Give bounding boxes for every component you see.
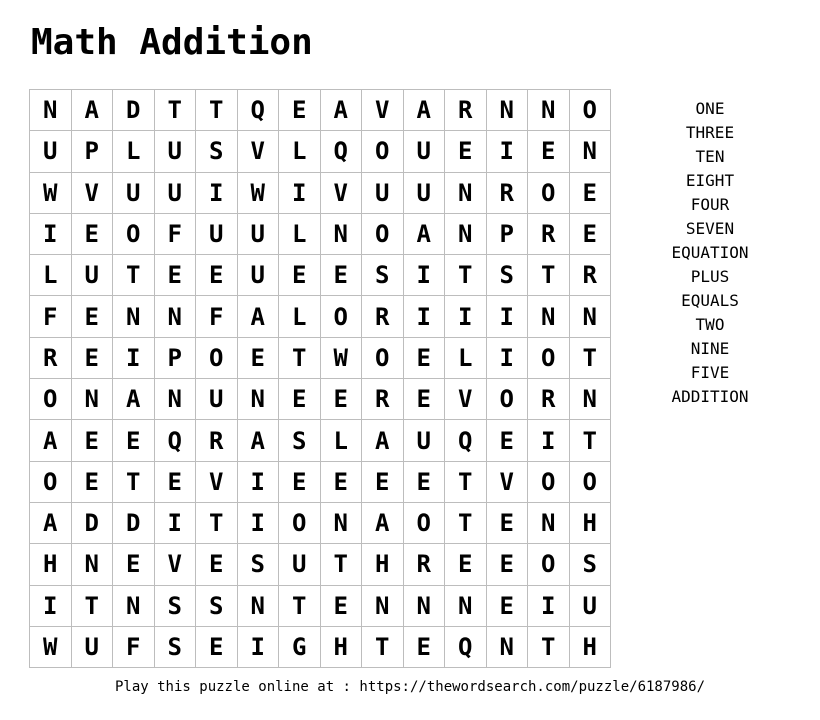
grid-cell[interactable]: E	[570, 214, 612, 255]
grid-cell[interactable]: I	[445, 296, 487, 337]
grid-cell[interactable]: R	[196, 420, 238, 461]
grid-cell[interactable]: E	[72, 338, 114, 379]
grid-cell[interactable]: T	[445, 462, 487, 503]
grid-cell[interactable]: E	[113, 420, 155, 461]
grid-cell[interactable]: U	[404, 420, 446, 461]
word-list-item: SEVEN	[685, 219, 735, 238]
grid-cell[interactable]: I	[487, 296, 529, 337]
grid-cell[interactable]: W	[30, 627, 72, 668]
grid-cell[interactable]: O	[528, 173, 570, 214]
grid-cell[interactable]: N	[321, 214, 363, 255]
grid-cell[interactable]: N	[487, 627, 529, 668]
grid-cell[interactable]: N	[570, 296, 612, 337]
word-list-item: TEN	[695, 147, 725, 166]
grid-cell[interactable]: E	[528, 131, 570, 172]
grid-cell[interactable]: E	[321, 255, 363, 296]
grid-cell[interactable]: E	[155, 255, 197, 296]
grid-cell[interactable]: N	[570, 379, 612, 420]
grid-cell[interactable]: T	[196, 503, 238, 544]
grid-cell[interactable]: R	[570, 255, 612, 296]
grid-cell[interactable]: E	[196, 544, 238, 585]
grid-cell[interactable]: T	[196, 90, 238, 131]
grid-cell[interactable]: I	[238, 627, 280, 668]
grid-cell[interactable]: S	[238, 544, 280, 585]
grid-cell[interactable]: L	[445, 338, 487, 379]
grid-cell[interactable]: A	[404, 214, 446, 255]
grid-cell[interactable]: Q	[155, 420, 197, 461]
word-list-item: FOUR	[690, 195, 730, 214]
word-list-item: FIVE	[690, 363, 730, 382]
grid-cell[interactable]: I	[279, 173, 321, 214]
word-list-item: TWO	[695, 315, 725, 334]
grid-cell[interactable]: U	[72, 255, 114, 296]
word-list-item: NINE	[690, 339, 730, 358]
grid-cell[interactable]: O	[362, 131, 404, 172]
grid-cell[interactable]: Q	[238, 90, 280, 131]
grid-cell[interactable]: U	[279, 544, 321, 585]
word-list	[650, 97, 770, 409]
grid-cell[interactable]: E	[487, 503, 529, 544]
grid-cell[interactable]: T	[155, 90, 197, 131]
grid-cell[interactable]: T	[570, 338, 612, 379]
grid-cell[interactable]: U	[238, 255, 280, 296]
grid-cell[interactable]: N	[72, 544, 114, 585]
grid-cell[interactable]: I	[196, 173, 238, 214]
grid-cell[interactable]: U	[113, 173, 155, 214]
grid-cell[interactable]: O	[196, 338, 238, 379]
grid-cell[interactable]: E	[362, 462, 404, 503]
grid-cell[interactable]: N	[155, 296, 197, 337]
grid-cell[interactable]: T	[321, 544, 363, 585]
grid-cell[interactable]: F	[155, 214, 197, 255]
grid-cell[interactable]: N	[155, 379, 197, 420]
grid-cell[interactable]: N	[528, 503, 570, 544]
grid-cell[interactable]: R	[362, 296, 404, 337]
grid-cell[interactable]: H	[362, 544, 404, 585]
grid-cell[interactable]: N	[113, 586, 155, 627]
grid-cell[interactable]: U	[155, 173, 197, 214]
grid-cell[interactable]: I	[155, 503, 197, 544]
grid-cell[interactable]: I	[238, 503, 280, 544]
letter-grid	[29, 89, 611, 668]
grid-cell[interactable]: E	[279, 462, 321, 503]
grid-cell[interactable]: V	[445, 379, 487, 420]
grid-cell[interactable]: N	[113, 296, 155, 337]
grid-cell[interactable]: A	[404, 90, 446, 131]
grid-cell[interactable]: T	[362, 627, 404, 668]
grid-cell[interactable]: N	[445, 214, 487, 255]
grid-cell[interactable]: P	[155, 338, 197, 379]
grid-cell[interactable]: R	[362, 379, 404, 420]
grid-cell[interactable]: E	[321, 462, 363, 503]
grid-cell[interactable]: S	[155, 586, 197, 627]
grid-cell[interactable]: L	[321, 420, 363, 461]
grid-cell[interactable]: N	[528, 90, 570, 131]
grid-cell[interactable]: O	[570, 90, 612, 131]
grid-cell[interactable]: I	[404, 255, 446, 296]
grid-cell[interactable]: E	[321, 379, 363, 420]
grid-cell[interactable]: O	[321, 296, 363, 337]
grid-cell[interactable]: S	[570, 544, 612, 585]
word-list-item: THREE	[685, 123, 735, 142]
grid-cell[interactable]: U	[30, 131, 72, 172]
grid-cell[interactable]: E	[72, 462, 114, 503]
grid-cell[interactable]: O	[528, 462, 570, 503]
grid-cell[interactable]: E	[321, 586, 363, 627]
grid-cell[interactable]: F	[113, 627, 155, 668]
grid-cell[interactable]: V	[155, 544, 197, 585]
grid-cell[interactable]: E	[72, 214, 114, 255]
grid-cell[interactable]: I	[528, 586, 570, 627]
grid-cell[interactable]: G	[279, 627, 321, 668]
grid-cell[interactable]: N	[321, 503, 363, 544]
grid-cell[interactable]: I	[30, 214, 72, 255]
grid-cell[interactable]: O	[528, 338, 570, 379]
grid-cell[interactable]: N	[570, 131, 612, 172]
grid-cell[interactable]: E	[404, 379, 446, 420]
grid-cell[interactable]: T	[570, 420, 612, 461]
grid-cell[interactable]: A	[30, 503, 72, 544]
grid-cell[interactable]: E	[113, 544, 155, 585]
grid-cell[interactable]: V	[362, 90, 404, 131]
grid-cell[interactable]: T	[279, 338, 321, 379]
grid-cell[interactable]: U	[404, 173, 446, 214]
grid-cell[interactable]: A	[321, 90, 363, 131]
grid-cell[interactable]: E	[196, 255, 238, 296]
grid-cell[interactable]: E	[445, 131, 487, 172]
grid-cell[interactable]: A	[362, 503, 404, 544]
grid-cell[interactable]: O	[30, 462, 72, 503]
grid-cell[interactable]: O	[528, 544, 570, 585]
grid-cell[interactable]: O	[487, 379, 529, 420]
grid-cell[interactable]: D	[113, 90, 155, 131]
grid-cell[interactable]: O	[113, 214, 155, 255]
grid-cell[interactable]: R	[528, 214, 570, 255]
word-list-item: EIGHT	[685, 171, 735, 190]
grid-cell[interactable]: E	[279, 90, 321, 131]
grid-cell[interactable]: E	[404, 462, 446, 503]
grid-cell[interactable]: S	[362, 255, 404, 296]
grid-cell[interactable]: H	[570, 627, 612, 668]
grid-cell[interactable]: P	[487, 214, 529, 255]
grid-cell[interactable]: W	[30, 173, 72, 214]
grid-cell[interactable]: E	[196, 627, 238, 668]
grid-cell[interactable]: O	[362, 214, 404, 255]
grid-cell[interactable]: I	[113, 338, 155, 379]
grid-cell[interactable]: O	[30, 379, 72, 420]
grid-cell[interactable]: U	[362, 173, 404, 214]
grid-cell[interactable]: A	[238, 420, 280, 461]
grid-cell[interactable]: E	[570, 173, 612, 214]
grid-cell[interactable]: R	[404, 544, 446, 585]
grid-cell[interactable]: V	[321, 173, 363, 214]
grid-cell[interactable]: T	[279, 586, 321, 627]
grid-cell[interactable]: A	[30, 420, 72, 461]
footer-link-text: Play this puzzle online at : https://thewordsearch.com/puzzle/6187986/	[114, 679, 705, 695]
grid-cell[interactable]: F	[30, 296, 72, 337]
grid-cell[interactable]: V	[487, 462, 529, 503]
grid-cell[interactable]: I	[30, 586, 72, 627]
grid-cell[interactable]: E	[72, 296, 114, 337]
word-list-item: PLUS	[690, 267, 730, 286]
grid-cell[interactable]: U	[196, 379, 238, 420]
grid-cell[interactable]: I	[238, 462, 280, 503]
grid-cell[interactable]: T	[445, 255, 487, 296]
grid-cell[interactable]: H	[570, 503, 612, 544]
grid-cell[interactable]: O	[404, 503, 446, 544]
word-list-item: EQUATION	[671, 243, 749, 262]
grid-cell[interactable]: S	[279, 420, 321, 461]
grid-cell[interactable]: U	[404, 131, 446, 172]
grid-cell[interactable]: P	[72, 131, 114, 172]
grid-cell[interactable]: E	[238, 338, 280, 379]
grid-cell[interactable]: I	[528, 420, 570, 461]
grid-cell[interactable]: N	[238, 379, 280, 420]
grid-cell[interactable]: L	[279, 131, 321, 172]
grid-cell[interactable]: Q	[445, 420, 487, 461]
grid-cell[interactable]: R	[487, 173, 529, 214]
grid-cell[interactable]: S	[196, 131, 238, 172]
grid-cell[interactable]: E	[445, 544, 487, 585]
grid-cell[interactable]: A	[362, 420, 404, 461]
grid-cell[interactable]: A	[113, 379, 155, 420]
grid-cell[interactable]: T	[528, 627, 570, 668]
grid-cell[interactable]: N	[72, 379, 114, 420]
grid-cell[interactable]: V	[238, 131, 280, 172]
grid-cell[interactable]: V	[72, 173, 114, 214]
grid-cell[interactable]: W	[238, 173, 280, 214]
grid-cell[interactable]: E	[279, 255, 321, 296]
grid-cell[interactable]: E	[487, 420, 529, 461]
grid-cell[interactable]: N	[404, 586, 446, 627]
puzzle-title: Math Addition	[31, 22, 313, 63]
grid-cell[interactable]: O	[570, 462, 612, 503]
word-list-item: ONE	[695, 99, 725, 118]
grid-cell[interactable]: E	[72, 420, 114, 461]
grid-cell[interactable]: A	[238, 296, 280, 337]
grid-cell[interactable]: L	[113, 131, 155, 172]
grid-cell[interactable]: N	[445, 173, 487, 214]
grid-cell[interactable]: D	[113, 503, 155, 544]
grid-cell[interactable]: E	[155, 462, 197, 503]
grid-cell[interactable]: U	[196, 214, 238, 255]
grid-cell[interactable]: R	[30, 338, 72, 379]
grid-cell[interactable]: T	[113, 255, 155, 296]
grid-cell[interactable]: U	[238, 214, 280, 255]
grid-cell[interactable]: L	[30, 255, 72, 296]
grid-cell[interactable]: S	[196, 586, 238, 627]
grid-cell[interactable]: L	[279, 214, 321, 255]
grid-cell[interactable]: Q	[321, 131, 363, 172]
grid-cell[interactable]: N	[30, 90, 72, 131]
grid-cell[interactable]: E	[487, 544, 529, 585]
grid-cell[interactable]: A	[72, 90, 114, 131]
grid-cell[interactable]: H	[30, 544, 72, 585]
grid-cell[interactable]: U	[570, 586, 612, 627]
grid-cell[interactable]: N	[238, 586, 280, 627]
grid-cell[interactable]: N	[487, 90, 529, 131]
grid-cell[interactable]: D	[72, 503, 114, 544]
grid-cell[interactable]: N	[362, 586, 404, 627]
grid-cell[interactable]: N	[445, 586, 487, 627]
grid-cell[interactable]: O	[279, 503, 321, 544]
grid-cell[interactable]: E	[487, 586, 529, 627]
grid-cell[interactable]: S	[487, 255, 529, 296]
grid-cell[interactable]: U	[155, 131, 197, 172]
grid-cell[interactable]: N	[528, 296, 570, 337]
grid-cell[interactable]: O	[362, 338, 404, 379]
grid-cell[interactable]: W	[321, 338, 363, 379]
grid-cell[interactable]: E	[404, 338, 446, 379]
word-list-item: ADDITION	[671, 387, 749, 406]
grid-cell[interactable]: L	[279, 296, 321, 337]
grid-cell[interactable]: V	[196, 462, 238, 503]
grid-cell[interactable]: E	[404, 627, 446, 668]
grid-cell[interactable]: I	[487, 338, 529, 379]
grid-cell[interactable]: R	[445, 90, 487, 131]
grid-cell[interactable]: Q	[445, 627, 487, 668]
grid-cell[interactable]: T	[72, 586, 114, 627]
word-list-item: EQUALS	[681, 291, 739, 310]
grid-cell[interactable]: I	[404, 296, 446, 337]
grid-cell[interactable]: I	[487, 131, 529, 172]
grid-cell[interactable]: R	[528, 379, 570, 420]
grid-cell[interactable]: T	[445, 503, 487, 544]
grid-cell[interactable]: S	[155, 627, 197, 668]
grid-cell[interactable]: T	[528, 255, 570, 296]
grid-cell[interactable]: U	[72, 627, 114, 668]
grid-cell[interactable]: T	[113, 462, 155, 503]
grid-cell[interactable]: E	[279, 379, 321, 420]
grid-cell[interactable]: F	[196, 296, 238, 337]
grid-cell[interactable]: H	[321, 627, 363, 668]
